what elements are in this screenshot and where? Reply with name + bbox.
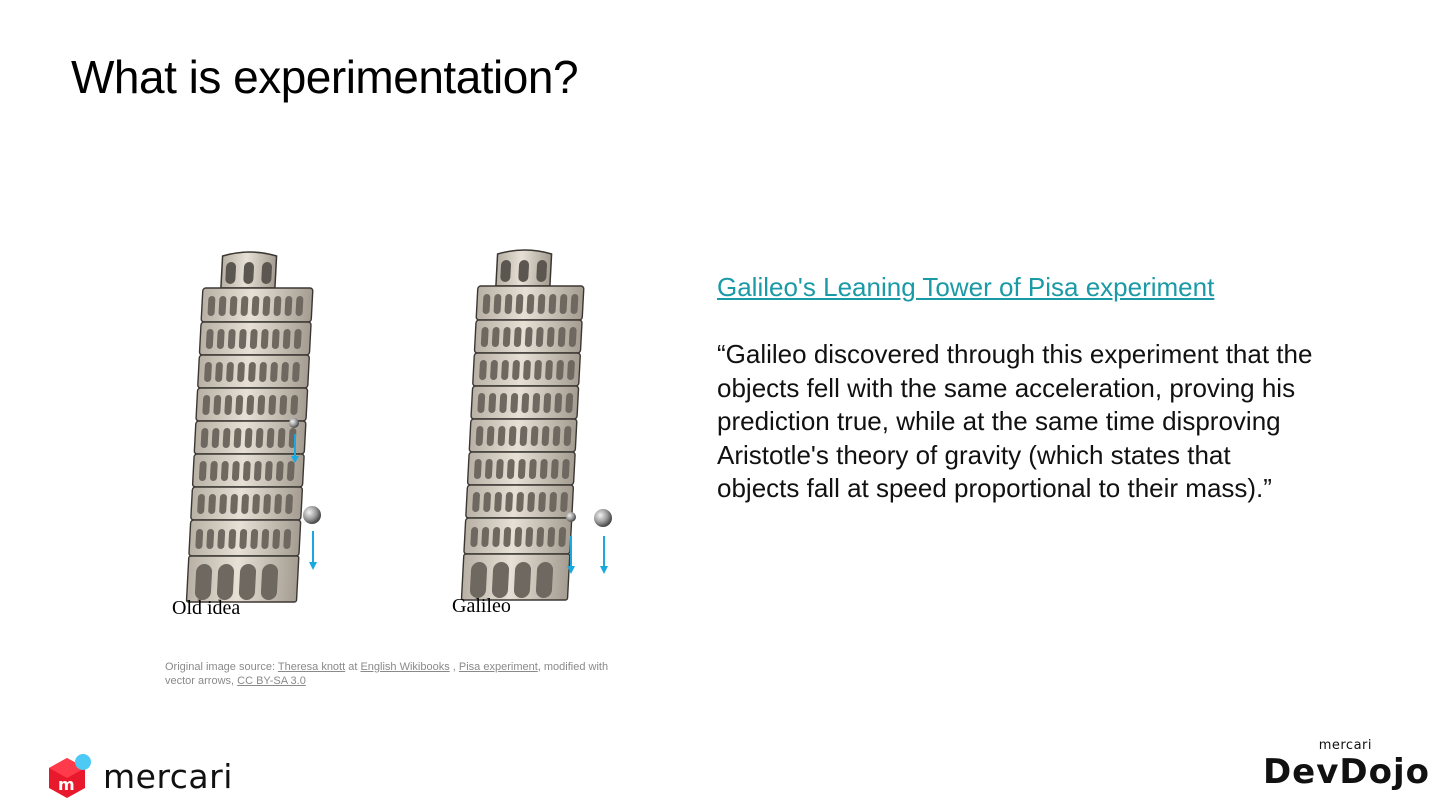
pisa-experiment-link[interactable]: Galileo's Leaning Tower of Pisa experiment: [717, 272, 1215, 302]
credit-prefix: Original image source:: [165, 661, 278, 673]
devdojo-mercari-text: mercari: [1318, 738, 1372, 753]
credit-sep: ,: [449, 661, 459, 673]
quote-text: “Galileo discovered through this experiment that the objects fell with the same acceleration, proving his prediction true, while at the same time disproving Aristotle's theory of gravity (which states that objects fall at speed proportional to their mass).”: [717, 339, 1313, 504]
old-idea-label: Old idea: [172, 597, 241, 619]
large-ball-left: [303, 506, 321, 524]
image-credit: [165, 660, 625, 688]
content-panel: [717, 270, 1337, 506]
mercari-wordmark: mercari: [103, 756, 233, 796]
galileo-label: Galileo: [452, 595, 511, 617]
large-ball-right: [594, 509, 612, 527]
credit-suffix: , modified with vector arrows,: [165, 661, 609, 687]
slide-title: What is experimentation?: [71, 51, 579, 103]
devdojo-wordmark: DevDojo: [1262, 752, 1430, 792]
svg-text:m: m: [58, 775, 75, 794]
credit-work-link[interactable]: Pisa experiment: [458, 661, 538, 673]
devdojo-logo: [1263, 738, 1430, 791]
mercari-box-icon: [47, 752, 91, 800]
pisa-illustration: [150, 240, 650, 630]
small-ball-left: [289, 418, 299, 428]
credit-at: at: [345, 661, 361, 673]
pisa-figure: [150, 240, 650, 630]
mercari-logo: [47, 752, 233, 800]
credit-author-link[interactable]: Theresa knott: [277, 661, 346, 673]
right-tower: [461, 250, 585, 600]
credit-license-link[interactable]: CC BY-SA 3.0: [237, 675, 306, 687]
small-ball-right: [566, 512, 576, 522]
credit-site-link[interactable]: English Wikibooks: [360, 661, 450, 673]
